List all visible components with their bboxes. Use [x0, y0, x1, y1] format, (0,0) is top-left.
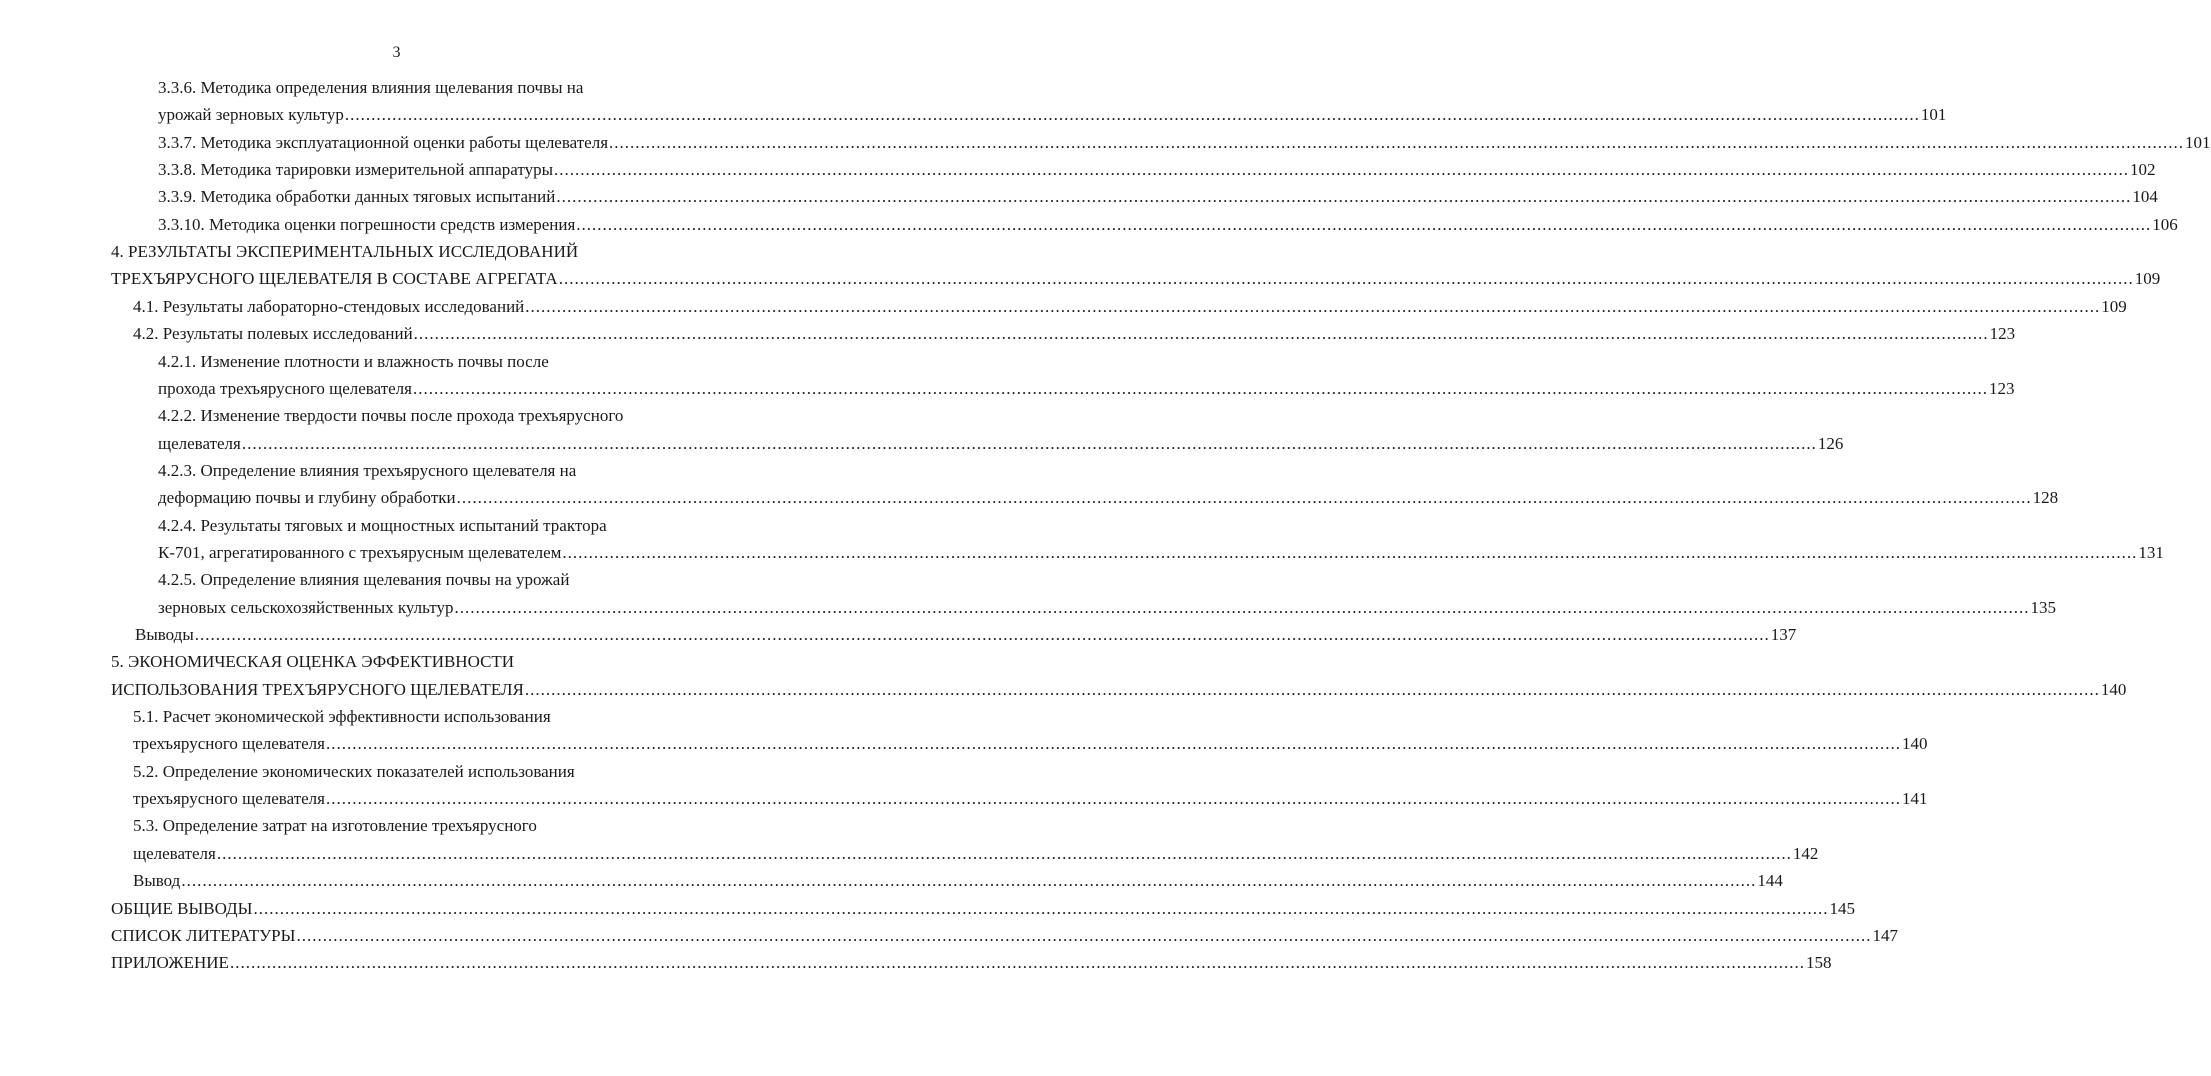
toc-entry-page: 131 — [2138, 542, 2164, 562]
toc-entry-page: 135 — [2030, 597, 2056, 617]
toc-line — [158, 101, 1947, 128]
toc-entry-title: 4.1. Результаты лабораторно-стендовых исследований — [133, 296, 525, 316]
dot-leader: ............................................................................................................................................................................................................................................................................................................ — [524, 679, 2100, 699]
toc-line — [135, 621, 1797, 648]
toc-entry-page: 126 — [1817, 433, 1844, 453]
toc-line — [158, 512, 707, 539]
toc-entry-page: 158 — [1805, 953, 1832, 973]
toc-entry-title: зерновых сельскохозяйственных культур — [158, 597, 454, 617]
dot-leader: ............................................................................................................................................................................................................................................................................................................ — [454, 597, 2030, 617]
dot-leader: ............................................................................................................................................................................................................................................................................................................ — [576, 214, 2152, 234]
toc-line — [158, 74, 707, 101]
toc-entry-page: 123 — [1989, 324, 2016, 344]
toc-line — [133, 758, 707, 785]
toc-line — [158, 129, 2211, 156]
toc-entry-page: 109 — [2101, 296, 2127, 316]
dot-leader: ............................................................................................................................................................................................................................................................................................................ — [558, 269, 2134, 289]
toc-entry-title: трехъярусного щелевателя — [133, 789, 325, 809]
toc-entry-page: 141 — [1902, 789, 1928, 809]
toc-entry-title: 5. ЭКОНОМИЧЕСКАЯ ОЦЕНКА ЭФФЕКТИВНОСТИ — [111, 652, 515, 672]
toc-line — [158, 402, 707, 429]
toc-entry-title: К-701, агрегатированного с трехъярусным щелевателем — [158, 542, 562, 562]
toc-entry-page: 147 — [1872, 925, 1898, 945]
toc-entry-title: прохода трехъярусного щелевателя — [158, 378, 412, 398]
toc-line — [133, 812, 707, 839]
toc-entry-page: 102 — [2130, 160, 2156, 180]
toc-entry-title: ОБЩИЕ ВЫВОДЫ — [111, 898, 253, 918]
toc-entry-page: 145 — [1829, 898, 1855, 918]
toc-entry-title: 4.2.4. Результаты тяговых и мощностных испытаний трактора — [158, 515, 607, 535]
toc-entry-page: 144 — [1757, 871, 1783, 891]
toc-entry-title: 4.2.2. Изменение твердости почвы после прохода трехъярусного — [158, 406, 624, 426]
toc-entry-title: 4.2.3. Определение влияния трехъярусного щелевателя на — [158, 460, 577, 480]
toc-line — [111, 238, 707, 265]
toc-entry-title: трехъярусного щелевателя — [133, 734, 325, 754]
toc-entry-title: 4. РЕЗУЛЬТАТЫ ЭКСПЕРИМЕНТАЛЬНЫХ ИССЛЕДОВАНИЙ — [111, 242, 579, 262]
toc-line — [133, 293, 2127, 320]
toc-entry-page: 101 — [2185, 132, 2211, 152]
dot-leader: ............................................................................................................................................................................................................................................................................................................ — [562, 542, 2138, 562]
toc-entry-title: 3.3.10. Методика оценки погрешности средств измерения — [158, 214, 576, 234]
toc-line — [158, 484, 2059, 511]
toc-entry-page: 142 — [1792, 843, 1819, 863]
toc-entry-title: 4.2.1. Изменение плотности и влажность почвы после — [158, 351, 549, 371]
toc-line — [111, 648, 707, 675]
toc-entry-page: 123 — [1988, 378, 2015, 398]
toc-entry-page: 101 — [1920, 105, 1947, 125]
dot-leader: ............................................................................................................................................................................................................................................................................................................ — [229, 953, 1805, 973]
dot-leader: ............................................................................................................................................................................................................................................................................................................ — [412, 378, 1988, 398]
toc-line — [158, 375, 2015, 402]
toc-line — [133, 840, 1819, 867]
dot-leader: ............................................................................................................................................................................................................................................................................................................ — [326, 789, 1901, 809]
toc-line — [133, 703, 707, 730]
dot-leader: ............................................................................................................................................................................................................................................................................................................ — [296, 925, 1872, 945]
toc-line — [158, 348, 707, 375]
toc-entry-title: 3.3.6. Методика определения влияния щелевания почвы на — [158, 78, 584, 97]
dot-leader: ............................................................................................................................................................................................................................................................................................................ — [181, 871, 1757, 891]
toc-line — [158, 430, 1844, 457]
toc-line — [158, 156, 2156, 183]
toc-line — [133, 867, 1783, 894]
toc-line — [158, 457, 707, 484]
toc-line — [111, 949, 1832, 976]
toc-line — [158, 211, 2178, 238]
toc-entry-title: 3.3.7. Методика эксплуатационной оценки работы щелевателя — [158, 132, 609, 152]
toc-line — [158, 566, 707, 593]
toc-entry-title: 5.1. Расчет экономической эффективности использования — [133, 707, 551, 727]
toc-entry-title: щелевателя — [133, 843, 216, 863]
toc-line — [111, 676, 2127, 703]
toc-entry-page: 104 — [2132, 187, 2158, 207]
toc-entry-title: Выводы — [135, 625, 194, 644]
toc-entry-page: 140 — [2100, 679, 2127, 699]
page-number: 3 — [392, 44, 401, 61]
dot-leader: ............................................................................................................................................................................................................................................................................................................ — [194, 625, 1770, 644]
toc-line — [158, 539, 2164, 566]
toc-entry-page: 106 — [2152, 214, 2178, 234]
toc-line — [111, 895, 1855, 922]
dot-leader: ............................................................................................................................................................................................................................................................................................................ — [413, 324, 1989, 344]
toc-entry-title: 3.3.8. Методика тарировки измерительной аппаратуры — [158, 160, 554, 180]
dot-leader: ............................................................................................................................................................................................................................................................................................................ — [344, 105, 1920, 125]
toc-entry-title: урожай зерновых культур — [158, 105, 344, 125]
toc-line — [133, 730, 1928, 757]
toc-entry-page: 137 — [1770, 625, 1797, 644]
dot-leader: ............................................................................................................................................................................................................................................................................................................ — [253, 898, 1829, 918]
toc-entry-page: 109 — [2134, 269, 2161, 289]
toc-line — [158, 183, 2158, 210]
toc-entry-title: ТРЕХЪЯРУСНОГО ЩЕЛЕВАТЕЛЯ В СОСТАВЕ АГРЕГАТА — [111, 269, 558, 289]
toc-entry-title: 5.2. Определение экономических показателей использования — [133, 761, 575, 781]
toc-entry-title: ПРИЛОЖЕНИЕ — [111, 953, 229, 973]
toc-line — [133, 785, 1928, 812]
dot-leader: ............................................................................................................................................................................................................................................................................................................ — [554, 160, 2130, 180]
dot-leader: ............................................................................................................................................................................................................................................................................................................ — [525, 296, 2101, 316]
dot-leader: ............................................................................................................................................................................................................................................................................................................ — [326, 734, 1901, 754]
dot-leader: ............................................................................................................................................................................................................................................................................................................ — [556, 187, 2132, 207]
dot-leader: ............................................................................................................................................................................................................................................................................................................ — [609, 132, 2185, 152]
toc-line — [111, 265, 2161, 292]
toc-entry-title: 4.2. Результаты полевых исследований — [133, 324, 413, 344]
toc-line — [158, 594, 2056, 621]
dot-leader: ............................................................................................................................................................................................................................................................................................................ — [216, 843, 1792, 863]
toc-entry-title: 4.2.5. Определение влияния щелевания почвы на урожай — [158, 570, 570, 590]
toc-entry-title: СПИСОК ЛИТЕРАТУРЫ — [111, 925, 296, 945]
dot-leader: ............................................................................................................................................................................................................................................................................................................ — [456, 488, 2032, 508]
toc-entry-page: 140 — [1902, 734, 1928, 754]
toc-entry-title: 3.3.9. Методика обработки данных тяговых испытаний — [158, 187, 556, 207]
toc-entry-title: 5.3. Определение затрат на изготовление трехъярусного — [133, 816, 537, 836]
toc-line — [133, 320, 2016, 347]
toc-line — [111, 922, 1898, 949]
toc-entry-title: ИСПОЛЬЗОВАНИЯ ТРЕХЪЯРУСНОГО ЩЕЛЕВАТЕЛЯ — [111, 679, 524, 699]
toc-entry-title: деформацию почвы и глубину обработки — [158, 488, 456, 508]
toc-entry-title: щелевателя — [158, 433, 241, 453]
dot-leader: ............................................................................................................................................................................................................................................................................................................ — [241, 433, 1817, 453]
toc-entry-page: 128 — [2032, 488, 2059, 508]
toc-entry-title: Вывод — [133, 871, 181, 891]
